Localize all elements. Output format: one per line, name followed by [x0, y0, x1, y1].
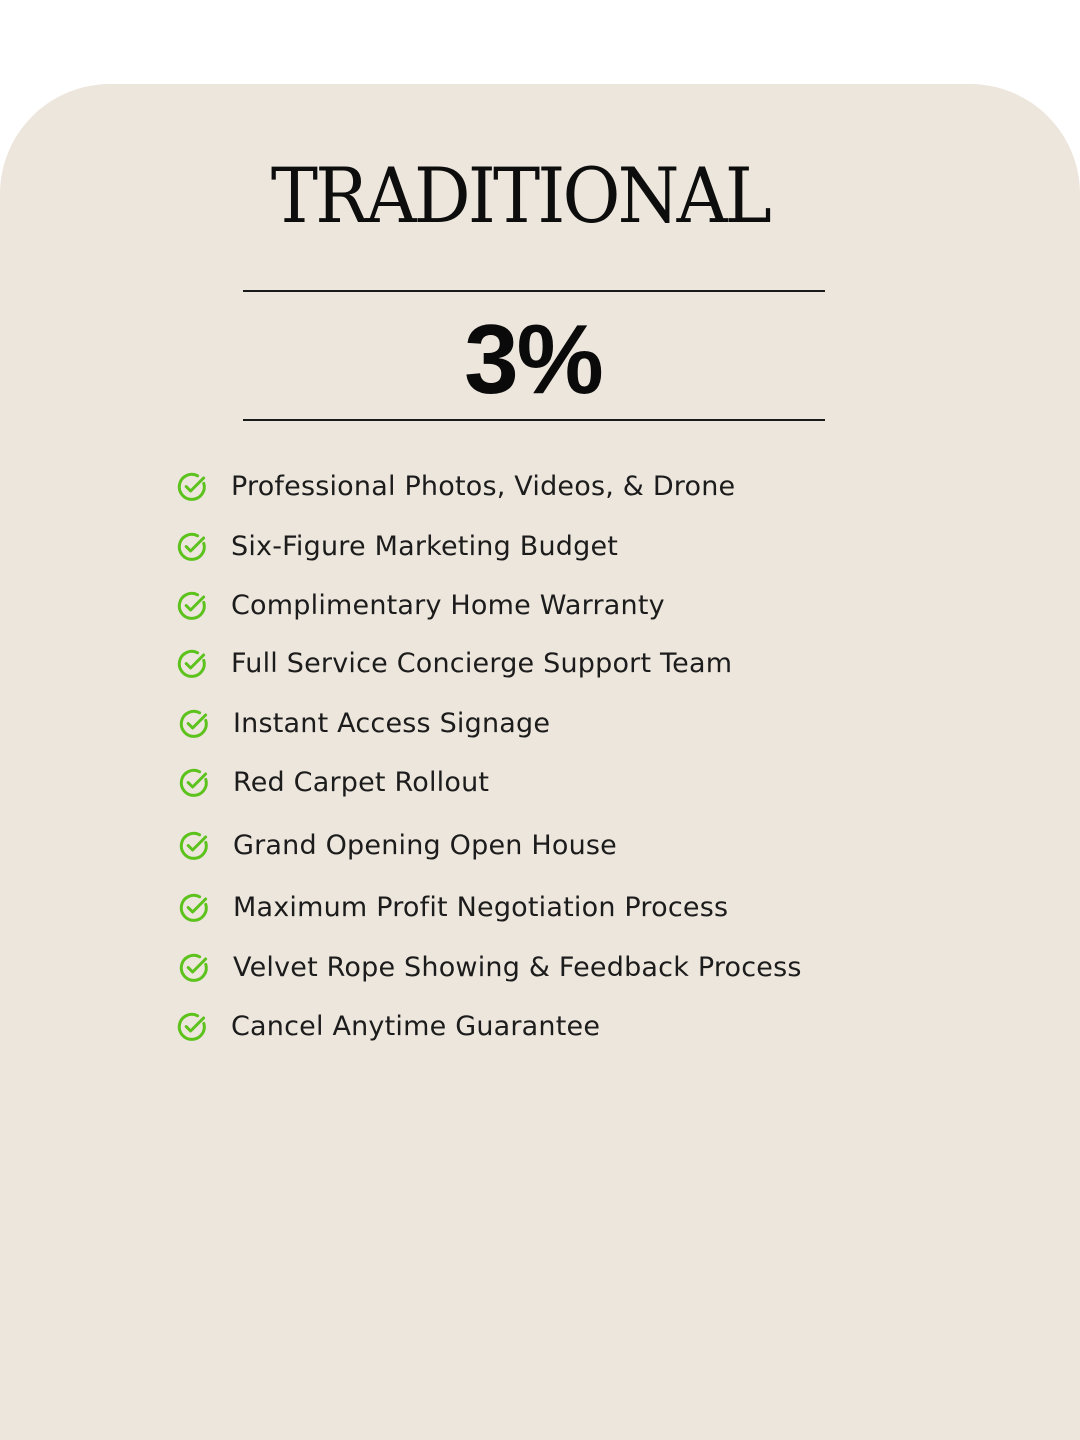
feature-label: Six-Figure Marketing Budget	[231, 531, 619, 562]
check-circle-icon	[176, 531, 208, 563]
feature-item	[178, 948, 802, 988]
check-circle-icon	[178, 830, 210, 862]
feature-label: Instant Access Signage	[233, 708, 551, 739]
feature-item	[178, 826, 617, 866]
feature-label: Velvet Rope Showing & Feedback Process	[233, 952, 802, 983]
check-circle-icon	[176, 1011, 208, 1043]
feature-item	[176, 1007, 600, 1047]
check-circle-icon	[176, 590, 208, 622]
feature-label: Professional Photos, Videos, & Drone	[231, 471, 736, 502]
plan-price: 3%	[464, 304, 602, 414]
check-circle-icon	[178, 952, 210, 984]
check-circle-icon	[178, 767, 210, 799]
check-circle-icon	[178, 708, 210, 740]
feature-label: Grand Opening Open House	[233, 830, 617, 861]
feature-item	[176, 644, 732, 684]
feature-label: Complimentary Home Warranty	[231, 590, 665, 621]
plan-title: TRADITIONAL	[270, 151, 770, 240]
feature-label: Cancel Anytime Guarantee	[231, 1011, 601, 1042]
feature-label: Red Carpet Rollout	[233, 767, 490, 798]
feature-item	[176, 527, 618, 567]
feature-item	[176, 467, 735, 507]
check-circle-icon	[176, 648, 208, 680]
feature-item	[176, 586, 665, 626]
feature-item	[178, 704, 550, 744]
check-circle-icon	[176, 471, 208, 503]
feature-label: Maximum Profit Negotiation Process	[233, 892, 729, 923]
check-circle-icon	[178, 892, 210, 924]
feature-item	[178, 763, 489, 803]
feature-item	[178, 888, 728, 928]
feature-label: Full Service Concierge Support Team	[231, 648, 733, 679]
